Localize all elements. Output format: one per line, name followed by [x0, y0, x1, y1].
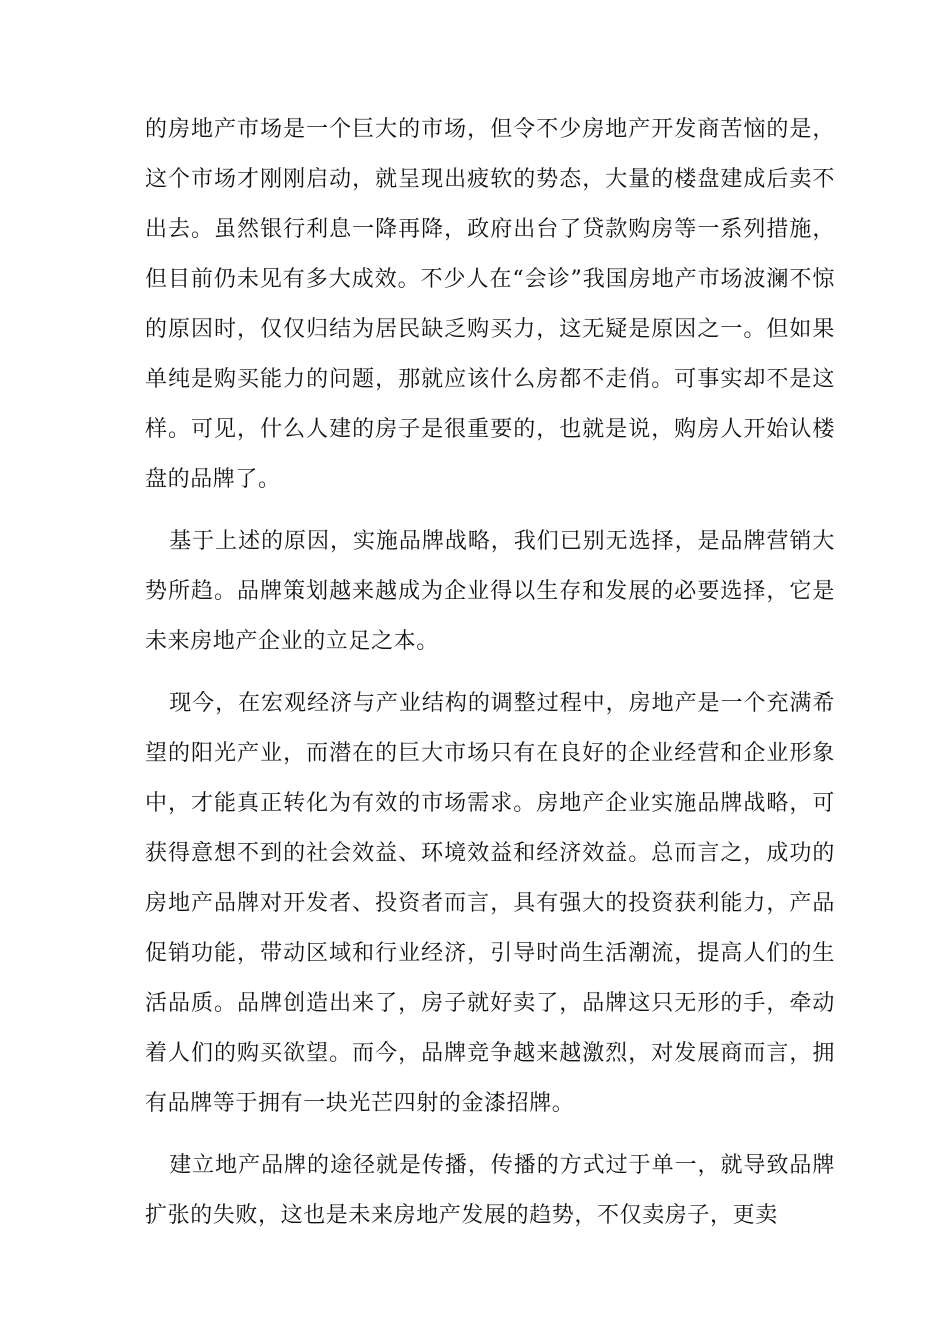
paragraph-2: 基于上述的原因，实施品牌战略，我们已别无选择，是品牌营销大势所趋。品牌策划越来越成为企业得以生存和发展的必要选择，它是未来房地产企业的立足之本。: [145, 529, 835, 654]
document-body: [145, 105, 835, 1241]
paragraph-1: 的房地产市场是一个巨大的市场，但令不少房地产开发商苦恼的是，这个市场才刚刚启动，就呈现出疲软的势态，大量的楼盘建成后卖不出去。虽然银行利息一降再降，政府出台了贷款购房等一系列措施，但目前仍未见有多大成效。不少人在“会诊”我国房地产市场波澜不惊的原因时，仅仅归结为居民缺乏购买力，这无疑是原因之一。但如果单纯是购买能力的问题，那就应该什么房都不走俏。可事实却不是这样。可见，什么人建的房子是很重要的，也就是说，购房人开始认楼盘的品牌了。: [145, 117, 835, 492]
paragraph-3: 现今，在宏观经济与产业结构的调整过程中，房地产是一个充满希望的阳光产业，而潜在的巨大市场只有在良好的企业经营和企业形象中，才能真正转化为有效的市场需求。房地产企业实施品牌战略，可获得意想不到的社会效益、环境效益和经济效益。总而言之，成功的房地产品牌对开发者、投资者而言，具有强大的投资获利能力，产品促销功能，带动区域和行业经济，引导时尚生活潮流，提高人们的生活品质。品牌创造出来了，房子就好卖了，品牌这只无形的手，牵动着人们的购买欲望。而今，品牌竞争越来越激烈，对发展商而言，拥有品牌等于拥有一块光芒四射的金漆招牌。: [145, 691, 835, 1116]
paragraph-4: 建立地产品牌的途径就是传播，传播的方式过于单一，就导致品牌扩张的失败，这也是未来房地产发展的趋势，不仅卖房子，更卖: [145, 1153, 835, 1228]
